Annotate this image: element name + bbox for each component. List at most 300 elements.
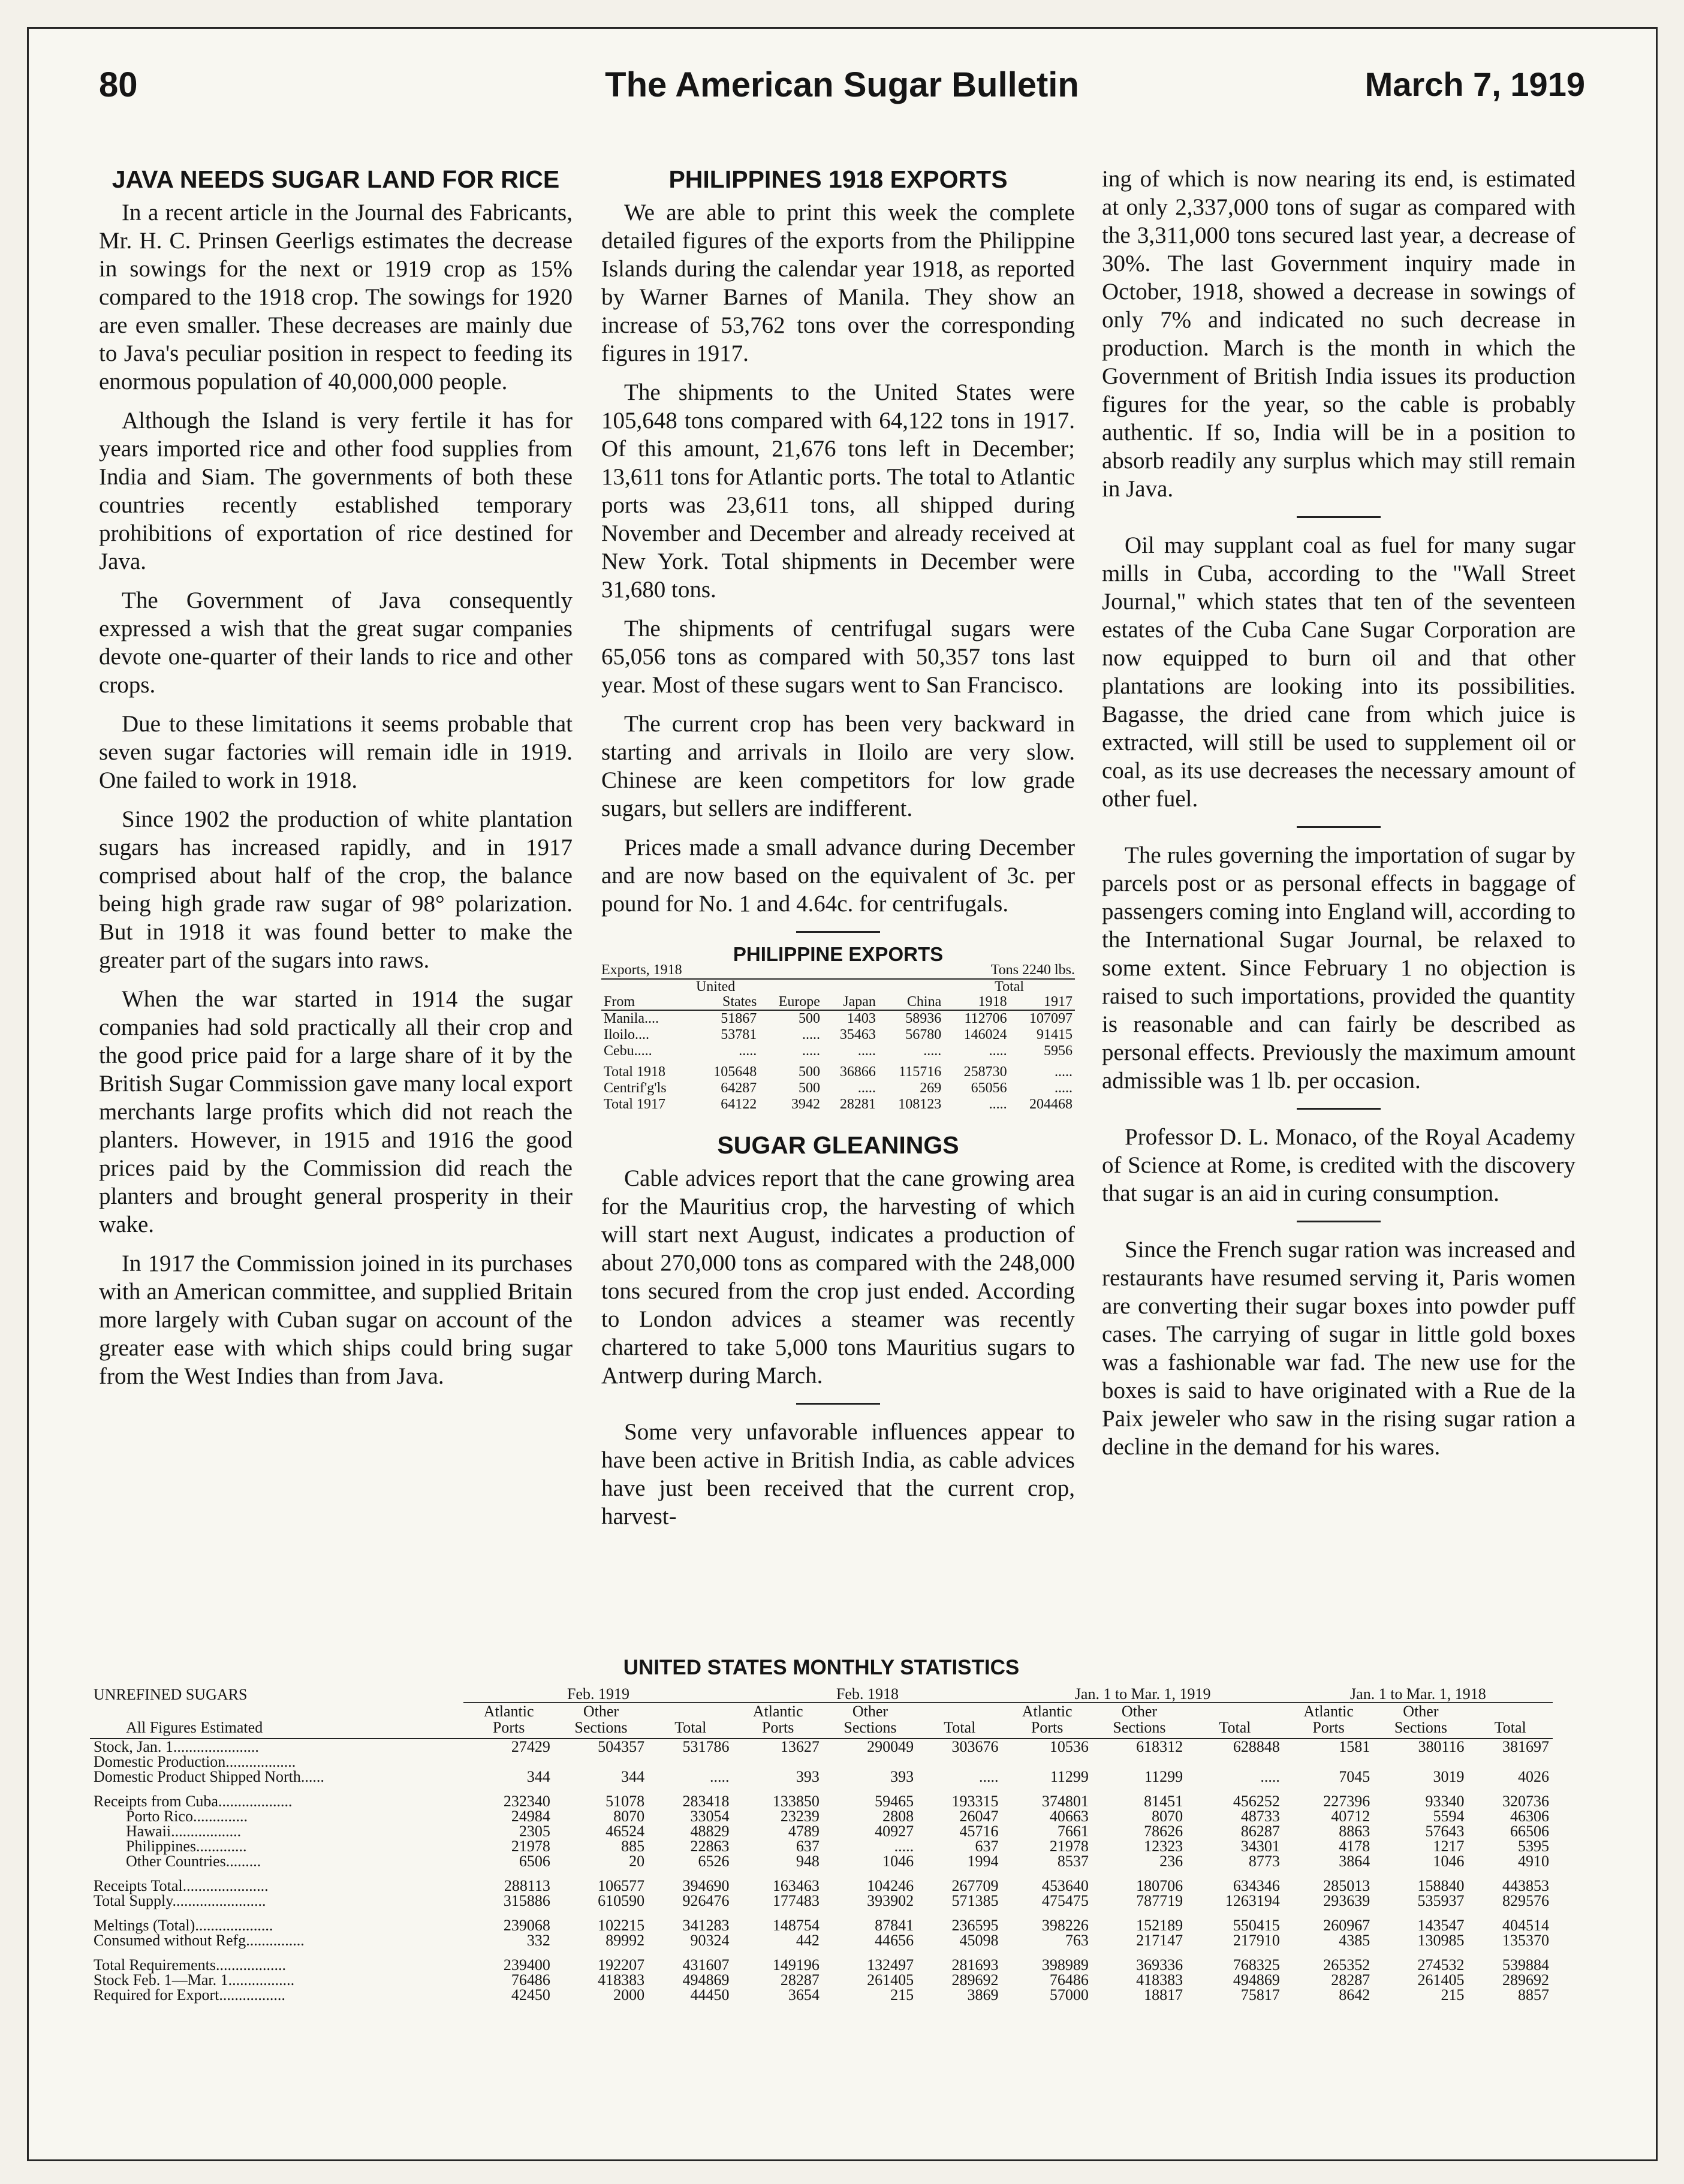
table-cell: 46524 bbox=[605, 1822, 645, 1840]
table-cell: 2808 bbox=[882, 1808, 914, 1825]
table-cell: 293639 bbox=[1323, 1892, 1370, 1909]
table-cell: 81451 bbox=[1144, 1793, 1183, 1810]
table-cell: 6506 bbox=[519, 1852, 550, 1870]
table-cell: 22863 bbox=[690, 1837, 730, 1855]
table-cell: 135370 bbox=[1502, 1932, 1549, 1949]
table-cell bbox=[1373, 1754, 1468, 1769]
table-cell: 500 bbox=[798, 1064, 820, 1080]
table-cell: 76486 bbox=[511, 1971, 550, 1989]
statistics-body bbox=[90, 1739, 1553, 2002]
table-row bbox=[601, 1027, 1075, 1043]
table-cell: 78626 bbox=[1144, 1822, 1183, 1840]
table-cell: 285013 bbox=[1323, 1877, 1370, 1894]
table-cell: ..... bbox=[857, 1080, 876, 1096]
table-row bbox=[90, 1839, 1553, 1854]
table-cell: 18817 bbox=[1144, 1986, 1183, 2004]
table-cell: 926476 bbox=[682, 1892, 730, 1909]
header-cell: 1918 bbox=[944, 995, 1009, 1010]
table-row bbox=[601, 1096, 1075, 1113]
table-row bbox=[90, 1769, 1553, 1784]
column-1 bbox=[99, 165, 573, 1401]
table-cell: 149196 bbox=[772, 1956, 820, 1974]
table-cell: 494869 bbox=[1233, 1971, 1280, 1989]
table-row bbox=[90, 1987, 1553, 2002]
sub-header: Atlantic bbox=[1022, 1703, 1073, 1720]
divider-rule bbox=[796, 1403, 880, 1405]
table-cell: 4385 bbox=[1339, 1932, 1370, 1949]
philippines-paragraph-5: Prices made a small advance during December and are now based on the equivalent of 3c. per pound for No. 1 and 4.64c. for centrifugals. bbox=[601, 835, 1075, 917]
table-cell: 3019 bbox=[1433, 1768, 1465, 1785]
table-cell: 442 bbox=[796, 1932, 820, 1949]
table-cell: 93340 bbox=[1425, 1793, 1465, 1810]
table-cell: 8070 bbox=[613, 1808, 645, 1825]
table-cell: 5594 bbox=[1433, 1808, 1465, 1825]
table-row bbox=[90, 1893, 1553, 1908]
table-cell: 628848 bbox=[1233, 1738, 1280, 1755]
table-cell: ..... bbox=[894, 1837, 914, 1855]
row-label: Centrif'g'ls bbox=[604, 1080, 667, 1096]
table-row bbox=[90, 1739, 1553, 1754]
group-header: Jan. 1 to Mar. 1, 1918 bbox=[1284, 1686, 1553, 1703]
table-cell: 20 bbox=[629, 1852, 645, 1870]
table-cell: 239400 bbox=[503, 1956, 550, 1974]
row-label: Hawaii.................. bbox=[126, 1822, 242, 1840]
table-cell: 152189 bbox=[1136, 1917, 1183, 1934]
table-cell: 236595 bbox=[951, 1917, 999, 1934]
table-cell: 64287 bbox=[721, 1080, 757, 1096]
divider-rule bbox=[1297, 1221, 1381, 1222]
table-cell: 2000 bbox=[613, 1986, 645, 2004]
table-cell: 40712 bbox=[1331, 1808, 1370, 1825]
table-cell: 274532 bbox=[1417, 1956, 1465, 1974]
table-cell: 5395 bbox=[1518, 1837, 1549, 1855]
table-cell: 281693 bbox=[951, 1956, 999, 1974]
table-cell: 948 bbox=[796, 1852, 820, 1870]
table-row bbox=[90, 1809, 1553, 1824]
table-row bbox=[601, 1080, 1075, 1096]
table-cell: 132497 bbox=[867, 1956, 914, 1974]
table-row bbox=[90, 1854, 1553, 1869]
table-cell: 91415 bbox=[1037, 1027, 1073, 1043]
table-cell: 4026 bbox=[1518, 1768, 1549, 1785]
sub-header: Ports bbox=[1284, 1719, 1373, 1739]
table-cell: 418383 bbox=[1136, 1971, 1183, 1989]
sub-header: Atlantic bbox=[1303, 1703, 1354, 1720]
table-cell bbox=[554, 1754, 648, 1769]
header-cell bbox=[90, 1703, 463, 1719]
table-cell: 768325 bbox=[1233, 1956, 1280, 1974]
row-label: Porto Rico.............. bbox=[126, 1808, 248, 1825]
column-2 bbox=[601, 165, 1075, 1541]
table-cell: 236 bbox=[1159, 1852, 1183, 1870]
statistics-table bbox=[90, 1686, 1553, 2002]
table-row bbox=[90, 1908, 1553, 1933]
table-cell: 8863 bbox=[1339, 1822, 1370, 1840]
table-cell: 341283 bbox=[682, 1917, 730, 1934]
table-cell: 112706 bbox=[964, 1011, 1007, 1026]
java-article-title: JAVA NEEDS SUGAR LAND FOR RICE bbox=[112, 165, 560, 193]
table-cell: ..... bbox=[1260, 1768, 1280, 1785]
table-cell bbox=[1186, 1754, 1284, 1769]
divider-rule bbox=[1297, 1108, 1381, 1110]
table-cell: 344 bbox=[621, 1768, 645, 1785]
table-cell: 28287 bbox=[780, 1971, 820, 1989]
table-cell: 1046 bbox=[882, 1852, 914, 1870]
header-cell: Japan bbox=[823, 995, 878, 1010]
table-cell: 44656 bbox=[875, 1932, 914, 1949]
group-header: Jan. 1 to Mar. 1, 1919 bbox=[1002, 1686, 1283, 1703]
table-cell: 21978 bbox=[1049, 1837, 1089, 1855]
table-row bbox=[90, 1972, 1553, 1987]
table-cell: 637 bbox=[796, 1837, 820, 1855]
table-cell: 46306 bbox=[1510, 1808, 1549, 1825]
table-cell bbox=[648, 1754, 733, 1769]
table-cell bbox=[1002, 1754, 1092, 1769]
sub-header: Total bbox=[1468, 1719, 1553, 1739]
table-cell: 64122 bbox=[721, 1096, 757, 1112]
table-cell: 393 bbox=[796, 1768, 820, 1785]
row-label: Meltings (Total).................... bbox=[94, 1917, 273, 1934]
table-cell: 1046 bbox=[1433, 1852, 1465, 1870]
table-cell: 57643 bbox=[1425, 1822, 1465, 1840]
row-label: Stock, Jan. 1...................... bbox=[94, 1738, 259, 1755]
table-cell: 239068 bbox=[503, 1917, 550, 1934]
table-cell: 1217 bbox=[1433, 1837, 1465, 1855]
table-cell: 75817 bbox=[1240, 1986, 1280, 2004]
header-cell bbox=[759, 980, 823, 995]
row-label: Required for Export................. bbox=[94, 1986, 285, 2004]
table-cell: 289692 bbox=[1502, 1971, 1549, 1989]
table-cell: 163463 bbox=[772, 1877, 820, 1894]
gleanings-paragraph-1: Cable advices report that the cane growing area for the Mauritius crop, the harvesting of which will start next August, indicates a production of about 270,000 tons as compared with the 248,000 tons secured from the crop just ended. According to London advices a steamer was recently chartered to take 5,000 tons Mauritius sugars to Antwerp during March. bbox=[601, 1165, 1075, 1388]
table-row bbox=[90, 1754, 1553, 1769]
table-cell: 8857 bbox=[1518, 1986, 1549, 2004]
table-cell: 494869 bbox=[682, 1971, 730, 1989]
table-cell: 265352 bbox=[1323, 1956, 1370, 1974]
table-cell: 531786 bbox=[682, 1738, 730, 1755]
table-row bbox=[90, 1784, 1553, 1809]
divider-rule bbox=[796, 931, 880, 933]
sub-header: Sections bbox=[554, 1719, 648, 1739]
row-label: Philippines............. bbox=[126, 1837, 247, 1855]
table-cell: 787719 bbox=[1136, 1892, 1183, 1909]
table-cell: 177483 bbox=[772, 1892, 820, 1909]
table-cell: 1581 bbox=[1339, 1738, 1370, 1755]
table-cell: 8773 bbox=[1248, 1852, 1280, 1870]
row-label: Consumed without Refg............... bbox=[94, 1932, 305, 1949]
table-cell: ..... bbox=[1055, 1080, 1073, 1096]
table-cell bbox=[917, 1754, 1002, 1769]
header-cell bbox=[1468, 1703, 1553, 1719]
table-cell: 106577 bbox=[598, 1877, 645, 1894]
table-right-note: Tons 2240 lbs. bbox=[990, 962, 1075, 978]
table-cell: 8070 bbox=[1152, 1808, 1183, 1825]
table-cell: 634346 bbox=[1233, 1877, 1280, 1894]
table-cell: 393 bbox=[890, 1768, 914, 1785]
table-cell: 89992 bbox=[605, 1932, 645, 1949]
french-ration-paragraph: Since the French sugar ration was increased and restaurants have resumed serving it, Paris women are converting their sugar boxes into powder puff cases. The carrying of sugar in little gold boxes was a fashionable war fad. The new use for the boxes is said to have originated with a Rue de la Paix jeweler who saw in the rising sugar ration a decline in the demand for his wares. bbox=[1102, 1237, 1575, 1460]
table-row bbox=[90, 1824, 1553, 1839]
table-left-note: Exports, 1918 bbox=[601, 962, 682, 978]
issue-date: March 7, 1919 bbox=[1364, 65, 1585, 103]
table-cell: 148754 bbox=[772, 1917, 820, 1934]
sub-header: Total bbox=[917, 1719, 1002, 1739]
gleanings-paragraph-2: Some very unfavorable influences appear to have been active in British India, as cable advices have just been received that the current crop, harvest- bbox=[601, 1419, 1075, 1529]
row-label: Total 1917 bbox=[604, 1096, 665, 1112]
table-cell: 11299 bbox=[1050, 1768, 1089, 1785]
java-paragraph-6: When the war started in 1914 the sugar companies had sold practically all their crop and the good price paid for a large share of it by the British Sugar Commission gave many local export merchants large profits which did not reach the planters. However, in 1915 and 1916 the good prices paid by the Commission did reach the planters and brought general prosperity in their wake. bbox=[99, 986, 573, 1237]
sub-header: Other bbox=[1403, 1703, 1439, 1720]
table-cell: 332 bbox=[526, 1932, 550, 1949]
monthly-statistics bbox=[90, 1656, 1553, 2002]
row-label: Iloilo.... bbox=[604, 1027, 649, 1043]
group-header: Feb. 1919 bbox=[463, 1686, 733, 1703]
row-label: Manila.... bbox=[604, 1011, 659, 1026]
table-cell: 315886 bbox=[503, 1892, 550, 1909]
india-crop-paragraph: ing of which is now nearing its end, is estimated at only 2,337,000 tons of sugar as compared with the 3,311,000 tons secured last year, a decrease of 30%. The last Government inquiry made in October, 1918, showed a decrease in sowings of only 7% and indicated no such decrease in production. March is the month in which the Government of British India issues its production figures for the year, so the cable is probably authentic. If so, India will be in a position to absorb readily any surplus which may still remain in Java. bbox=[1102, 166, 1575, 502]
table-cell: 28287 bbox=[1331, 1971, 1370, 1989]
table-cell: 539884 bbox=[1502, 1956, 1549, 1974]
header-cell: 1917 bbox=[1010, 995, 1075, 1010]
table-cell: 36866 bbox=[839, 1064, 876, 1080]
table-cell: 610590 bbox=[598, 1892, 645, 1909]
masthead: The American Sugar Bulletin bbox=[605, 65, 1079, 104]
table-cell: 11299 bbox=[1144, 1768, 1183, 1785]
sub-header: Ports bbox=[1002, 1719, 1092, 1739]
table-cell: 431607 bbox=[682, 1956, 730, 1974]
philippines-paragraph-2: The shipments to the United States were 105,648 tons compared with 64,122 tons in 1917. Of this amount, 21,676 tons left in December; 13,611 tons for Atlantic ports. The total to Atlantic ports was 23,611 tons, all shipped during November and December and already received at New York. Total shipments in December were 31,680 tons. bbox=[601, 379, 1075, 603]
table-cell: 7045 bbox=[1339, 1768, 1370, 1785]
table-cell: 4789 bbox=[788, 1822, 820, 1840]
table-cell: 283418 bbox=[682, 1793, 730, 1810]
java-paragraph-5: Since 1902 the production of white plantation sugars has increased rapidly, and in 1917 comprised about half of the crop, the balance being high grade raw sugar of 98° polarization. But in 1918 it was found better to make the greater part of the sugars into raws. bbox=[99, 806, 573, 973]
table-cell: 56780 bbox=[905, 1027, 942, 1043]
table-cell: 108123 bbox=[898, 1096, 942, 1112]
table-cell bbox=[823, 1754, 917, 1769]
table-cell: ..... bbox=[989, 1096, 1007, 1112]
table-cell: 59465 bbox=[875, 1793, 914, 1810]
table-cell: 115716 bbox=[899, 1064, 942, 1080]
table-cell: ..... bbox=[739, 1043, 757, 1059]
table-cell: ..... bbox=[802, 1027, 820, 1043]
corner-label: UNREFINED SUGARS bbox=[94, 1685, 248, 1703]
header-cell bbox=[878, 980, 944, 995]
table-cell: 500 bbox=[798, 1011, 820, 1026]
java-paragraph-1: In a recent article in the Journal des Fabricants, Mr. H. C. Prinsen Geerligs estimates the decrease in sowings for the next or 1919 crop as 15% compared to the 1918 crop. The sowings for 1920 are even smaller. These decreases are mainly due to Java's peculiar position in respect to feeding its enormous population of 40,000,000 people. bbox=[99, 200, 573, 394]
philippine-exports-table bbox=[601, 943, 1075, 1113]
table-cell: 3864 bbox=[1339, 1852, 1370, 1870]
table-cell: 146024 bbox=[963, 1027, 1007, 1043]
row-label: Other Countries......... bbox=[126, 1852, 261, 1870]
table-cell: 618312 bbox=[1136, 1738, 1183, 1755]
table-cell: ..... bbox=[1055, 1064, 1073, 1080]
table-cell: 637 bbox=[975, 1837, 999, 1855]
table-cell: 288113 bbox=[504, 1877, 550, 1894]
table-cell: 102215 bbox=[598, 1917, 645, 1934]
table-cell: 6526 bbox=[698, 1852, 730, 1870]
table-cell: 65056 bbox=[971, 1080, 1007, 1096]
table-cell: 10536 bbox=[1049, 1738, 1089, 1755]
table-cell: ..... bbox=[923, 1043, 942, 1059]
table-cell: 4910 bbox=[1518, 1852, 1549, 1870]
table-cell: 57000 bbox=[1049, 1986, 1089, 2004]
table-cell: 227396 bbox=[1323, 1793, 1370, 1810]
table-cell bbox=[1092, 1754, 1186, 1769]
header-cell bbox=[823, 980, 878, 995]
table-cell: 7661 bbox=[1057, 1822, 1089, 1840]
sub-header: Ports bbox=[733, 1719, 823, 1739]
sub-header: Other bbox=[852, 1703, 888, 1720]
header-cell: China bbox=[878, 995, 944, 1010]
table-cell: 40663 bbox=[1049, 1808, 1089, 1825]
header-cell: States bbox=[694, 995, 759, 1010]
table-row bbox=[90, 1948, 1553, 1972]
table-cell: 1403 bbox=[846, 1011, 876, 1026]
statistics-title: UNITED STATES MONTHLY STATISTICS bbox=[623, 1656, 1020, 1679]
table-cell: 500 bbox=[798, 1080, 820, 1096]
table-cell: 42450 bbox=[511, 1986, 550, 2004]
page-header bbox=[99, 65, 1585, 113]
table-cell: ..... bbox=[802, 1043, 820, 1059]
table-row bbox=[601, 1059, 1075, 1080]
table-cell: 34301 bbox=[1240, 1837, 1280, 1855]
table-cell: 550415 bbox=[1233, 1917, 1280, 1934]
table-cell: 27429 bbox=[511, 1738, 550, 1755]
table-cell: 66506 bbox=[1510, 1822, 1549, 1840]
corner-label: All Figures Estimated bbox=[90, 1719, 463, 1739]
table-cell: 48733 bbox=[1240, 1808, 1280, 1825]
table-cell: 260967 bbox=[1323, 1917, 1370, 1934]
table-cell: 3942 bbox=[791, 1096, 820, 1112]
table-cell: 104246 bbox=[867, 1877, 914, 1894]
sub-header: Total bbox=[1186, 1719, 1284, 1739]
table-cell: 1994 bbox=[967, 1852, 999, 1870]
table-cell: 456252 bbox=[1233, 1793, 1280, 1810]
table-cell: 44450 bbox=[690, 1986, 730, 2004]
divider-rule bbox=[1297, 826, 1381, 828]
table-cell: 398989 bbox=[1041, 1956, 1089, 1974]
table-cell: 394690 bbox=[682, 1877, 730, 1894]
table-cell: 76486 bbox=[1049, 1971, 1089, 1989]
header-cell: From bbox=[601, 995, 694, 1010]
table-cell: 381697 bbox=[1502, 1738, 1549, 1755]
table-cell: 404514 bbox=[1502, 1917, 1549, 1934]
java-paragraph-2: Although the Island is very fertile it has for years imported rice and other food supplies from India and Siam. The governments of both these countries recently established temporary prohibitions of exportation of rice destined for Java. bbox=[99, 408, 573, 574]
gleanings-article-title: SUGAR GLEANINGS bbox=[717, 1131, 959, 1159]
table-cell: 180706 bbox=[1136, 1877, 1183, 1894]
monaco-paragraph: Professor D. L. Monaco, of the Royal Academy of Science at Rome, is credited with the discovery that sugar is an aid in curing consumption. bbox=[1102, 1124, 1575, 1206]
table-cell bbox=[1468, 1754, 1553, 1769]
sub-header: Other bbox=[1121, 1703, 1158, 1720]
table-cell: 418383 bbox=[598, 1971, 645, 1989]
header-cell: United bbox=[695, 979, 736, 995]
table-cell: 45716 bbox=[959, 1822, 999, 1840]
exports-grid bbox=[601, 980, 1075, 1113]
table-cell: 217147 bbox=[1136, 1932, 1183, 1949]
table-cell: 4178 bbox=[1339, 1837, 1370, 1855]
table-cell: 58936 bbox=[905, 1011, 942, 1026]
table-cell: ..... bbox=[709, 1768, 730, 1785]
sub-header: Sections bbox=[1092, 1719, 1186, 1739]
page-number: 80 bbox=[99, 65, 138, 104]
table-cell: 105648 bbox=[713, 1064, 757, 1080]
table-cell: 5956 bbox=[1044, 1043, 1073, 1059]
table-cell: 107097 bbox=[1029, 1011, 1073, 1026]
sub-header: Sections bbox=[823, 1719, 917, 1739]
table-cell: 24984 bbox=[511, 1808, 550, 1825]
table-cell: 290049 bbox=[867, 1738, 914, 1755]
table-cell: 8642 bbox=[1339, 1986, 1370, 2004]
table-cell: 258730 bbox=[963, 1064, 1007, 1080]
table-row bbox=[90, 1869, 1553, 1893]
header-cell: Europe bbox=[759, 995, 823, 1010]
table-cell: 261405 bbox=[1417, 1971, 1465, 1989]
table-cell: 453640 bbox=[1041, 1877, 1089, 1894]
table-cell: 130985 bbox=[1417, 1932, 1465, 1949]
table-cell: 829576 bbox=[1502, 1892, 1549, 1909]
row-label: Stock Feb. 1—Mar. 1................. bbox=[94, 1971, 295, 1989]
table-cell bbox=[463, 1754, 553, 1769]
philippines-article-title: PHILIPPINES 1918 EXPORTS bbox=[668, 165, 1008, 193]
header-cell bbox=[917, 1703, 1002, 1719]
table-cell: 763 bbox=[1065, 1932, 1089, 1949]
table-cell: 86287 bbox=[1240, 1822, 1280, 1840]
row-label: Total Supply........................ bbox=[94, 1892, 266, 1909]
philippines-paragraph-1: We are able to print this week the complete detailed figures of the exports from the Philippine Islands during the calendar year 1918, as reported by Warner Barnes of Manila. They show an increase of 53,762 tons over the corresponding figures in 1917. bbox=[601, 200, 1075, 366]
table-cell: 269 bbox=[920, 1080, 942, 1096]
table-cell: 13627 bbox=[780, 1738, 820, 1755]
table-row bbox=[601, 1043, 1075, 1059]
row-label: Domestic Production.................. bbox=[94, 1753, 296, 1770]
table-row bbox=[90, 1933, 1553, 1948]
header-cell: Total bbox=[995, 979, 1025, 995]
java-paragraph-3: The Government of Java consequently expressed a wish that the great sugar companies devote one-quarter of their lands to rice and other crops. bbox=[99, 588, 573, 698]
table-cell: 158840 bbox=[1417, 1877, 1465, 1894]
table-cell: 1263194 bbox=[1225, 1892, 1280, 1909]
sub-header: Ports bbox=[463, 1719, 553, 1739]
table-row bbox=[601, 1010, 1075, 1027]
sub-header: Sections bbox=[1373, 1719, 1468, 1739]
sub-header: Total bbox=[648, 1719, 733, 1739]
table-cell: 303676 bbox=[951, 1738, 999, 1755]
table-cell: ..... bbox=[857, 1043, 876, 1059]
table-cell: 51078 bbox=[605, 1793, 645, 1810]
table-cell: 215 bbox=[890, 1986, 914, 2004]
header-cell bbox=[1186, 1703, 1284, 1719]
table-cell: 504357 bbox=[598, 1738, 645, 1755]
table-cell: 87841 bbox=[875, 1917, 914, 1934]
sub-header: Other bbox=[583, 1703, 619, 1720]
row-label: Receipts Total...................... bbox=[94, 1877, 269, 1894]
table-cell: 90324 bbox=[690, 1932, 730, 1949]
header-cell bbox=[648, 1703, 733, 1719]
column-3 bbox=[1102, 165, 1575, 1472]
cuba-oil-paragraph: Oil may supplant coal as fuel for many sugar mills in Cuba, according to the "Wall Street Journal," which states that ten of the seventeen estates of the Cuba Cane Sugar Corporation are now equipped to burn oil and that other plantations are looking into its possibilities. Bagasse, the dried cane from which juice is extracted, will still be used to supplement oil or coal, as its use decreases the necessary amount of other fuel. bbox=[1102, 532, 1575, 812]
table-cell: 374801 bbox=[1041, 1793, 1089, 1810]
table-cell: ..... bbox=[978, 1768, 999, 1785]
table-cell: 475475 bbox=[1041, 1892, 1089, 1909]
table-cell: 133850 bbox=[772, 1793, 820, 1810]
row-label: Receipts from Cuba................... bbox=[94, 1793, 293, 1810]
table-cell: 23239 bbox=[780, 1808, 820, 1825]
group-header: Feb. 1918 bbox=[733, 1686, 1002, 1703]
table-cell: 535937 bbox=[1417, 1892, 1465, 1909]
table-cell bbox=[1284, 1754, 1373, 1769]
table-cell: 12323 bbox=[1144, 1837, 1183, 1855]
sub-header: Atlantic bbox=[483, 1703, 534, 1720]
philippines-paragraph-3: The shipments of centrifugal sugars were 65,056 tons as compared with 50,357 tons last year. Most of these sugars went to San Francisco. bbox=[601, 616, 1075, 698]
table-cell: 8537 bbox=[1057, 1852, 1089, 1870]
